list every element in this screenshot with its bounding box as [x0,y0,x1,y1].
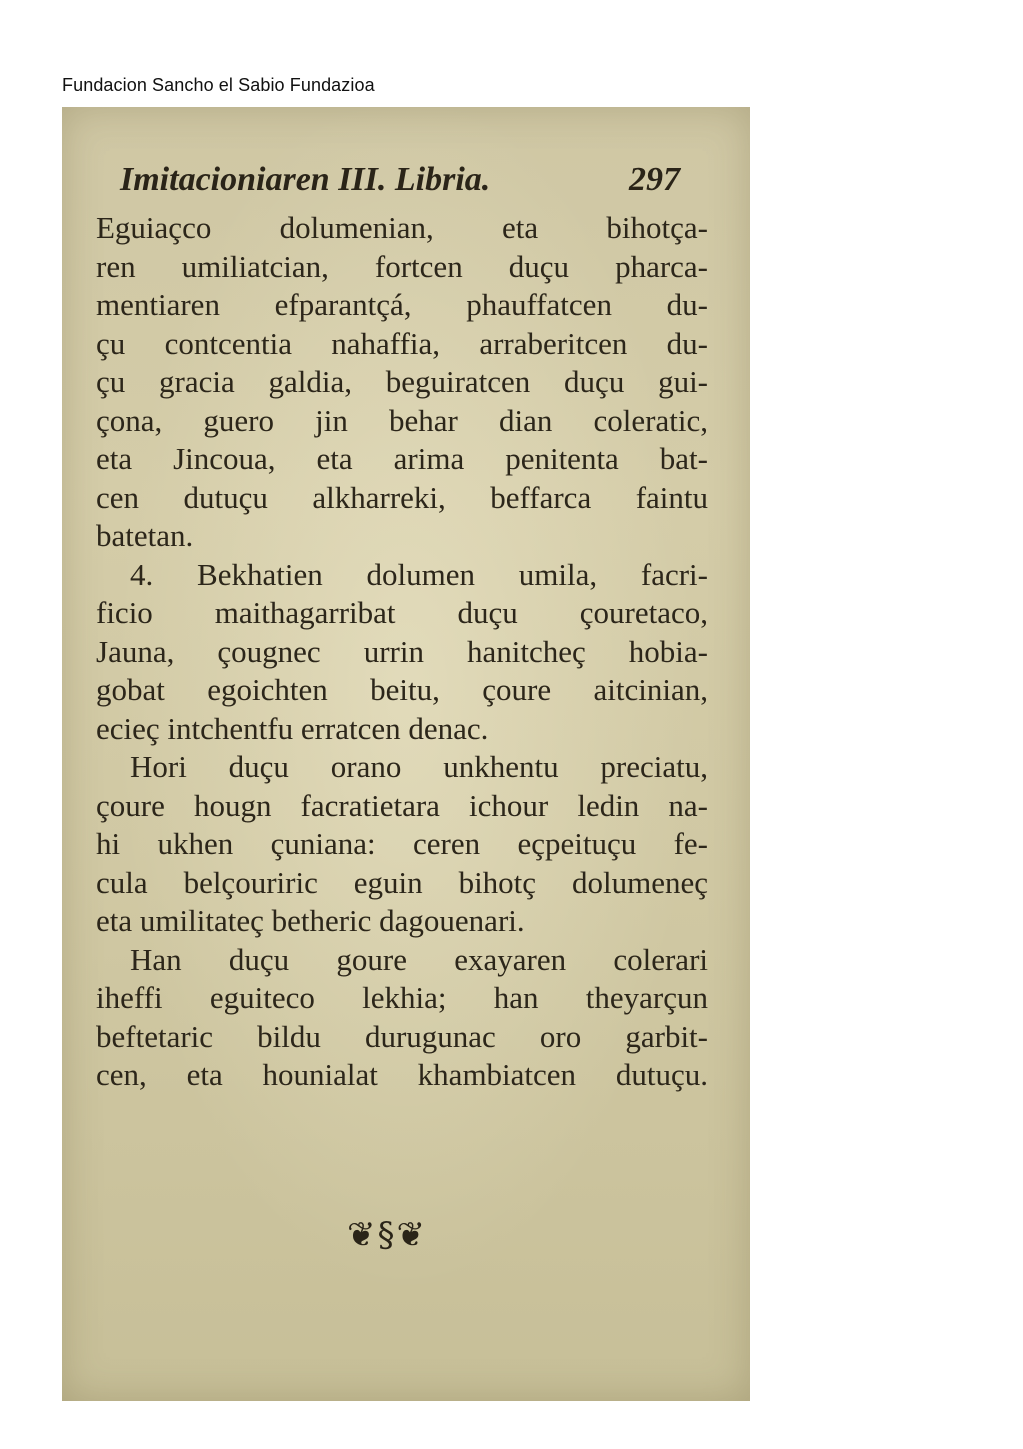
archive-header: Fundacion Sancho el Sabio Fundazioa [62,75,375,95]
running-head [120,161,680,199]
text-line: Eguiaçco dolumenian, eta bihotça- [96,210,708,245]
paragraph-start-line: Hori duçu orano unkhentu preciatu, [130,749,708,784]
text-line: Jauna, çougnec urrin hanitcheç hobia- [96,633,708,669]
text-line: cen dutuçu alkharreki, beffarca faintu [96,479,708,515]
text-line: mentiaren efparantçá, phauffatcen du- [96,287,708,322]
text-line: ecieç intchentfu erratcen denac. [96,710,489,746]
printer-ornament: ❦§❦ [347,1215,427,1255]
text-line: batetan. [96,518,194,553]
text-line: cen, eta hounialat khambiatcen dutuçu. [96,1057,708,1092]
text-line: hi ukhen çuniana: ceren eçpeituçu fe- [96,826,708,861]
text-line: çoure hougn facratietara ichour ledin na- [96,787,708,823]
text-line: ren umiliatcian, fortcen duçu pharca- [96,248,708,284]
text-line: eta Jincoua, eta arima penitenta bat- [96,441,708,476]
text-line: çu contcentia nahaffia, arraberitcen du- [96,325,708,361]
text-block [96,209,708,1095]
scanned-page [62,107,750,1401]
page-number: 297 [629,161,680,198]
text-line: gobat egoichten beitu, çoure aitcinian, [96,672,708,707]
text-line: beftetaric bildu durugunac oro garbit- [96,1018,708,1054]
text-line: cula belçouriric eguin bihotç dolumeneç [96,864,708,900]
text-line: çu gracia galdia, beguiratcen duçu gui- [96,364,708,399]
paragraph-start-line: 4. Bekhatien dolumen umila, facri- [130,556,708,592]
text-line: eta umilitateç betheric dagouenari. [96,903,525,938]
paragraph-start-line: Han duçu goure exayaren colerari [130,941,708,977]
text-line: ficio maithagarribat duçu çouretaco, [96,595,708,630]
running-head-title: Imitacioniaren III. Libria. [120,161,491,198]
text-line: iheffi eguiteco lekhia; han theyarçun [96,980,708,1015]
text-line: çona, guero jin behar dian coleratic, [96,402,708,438]
